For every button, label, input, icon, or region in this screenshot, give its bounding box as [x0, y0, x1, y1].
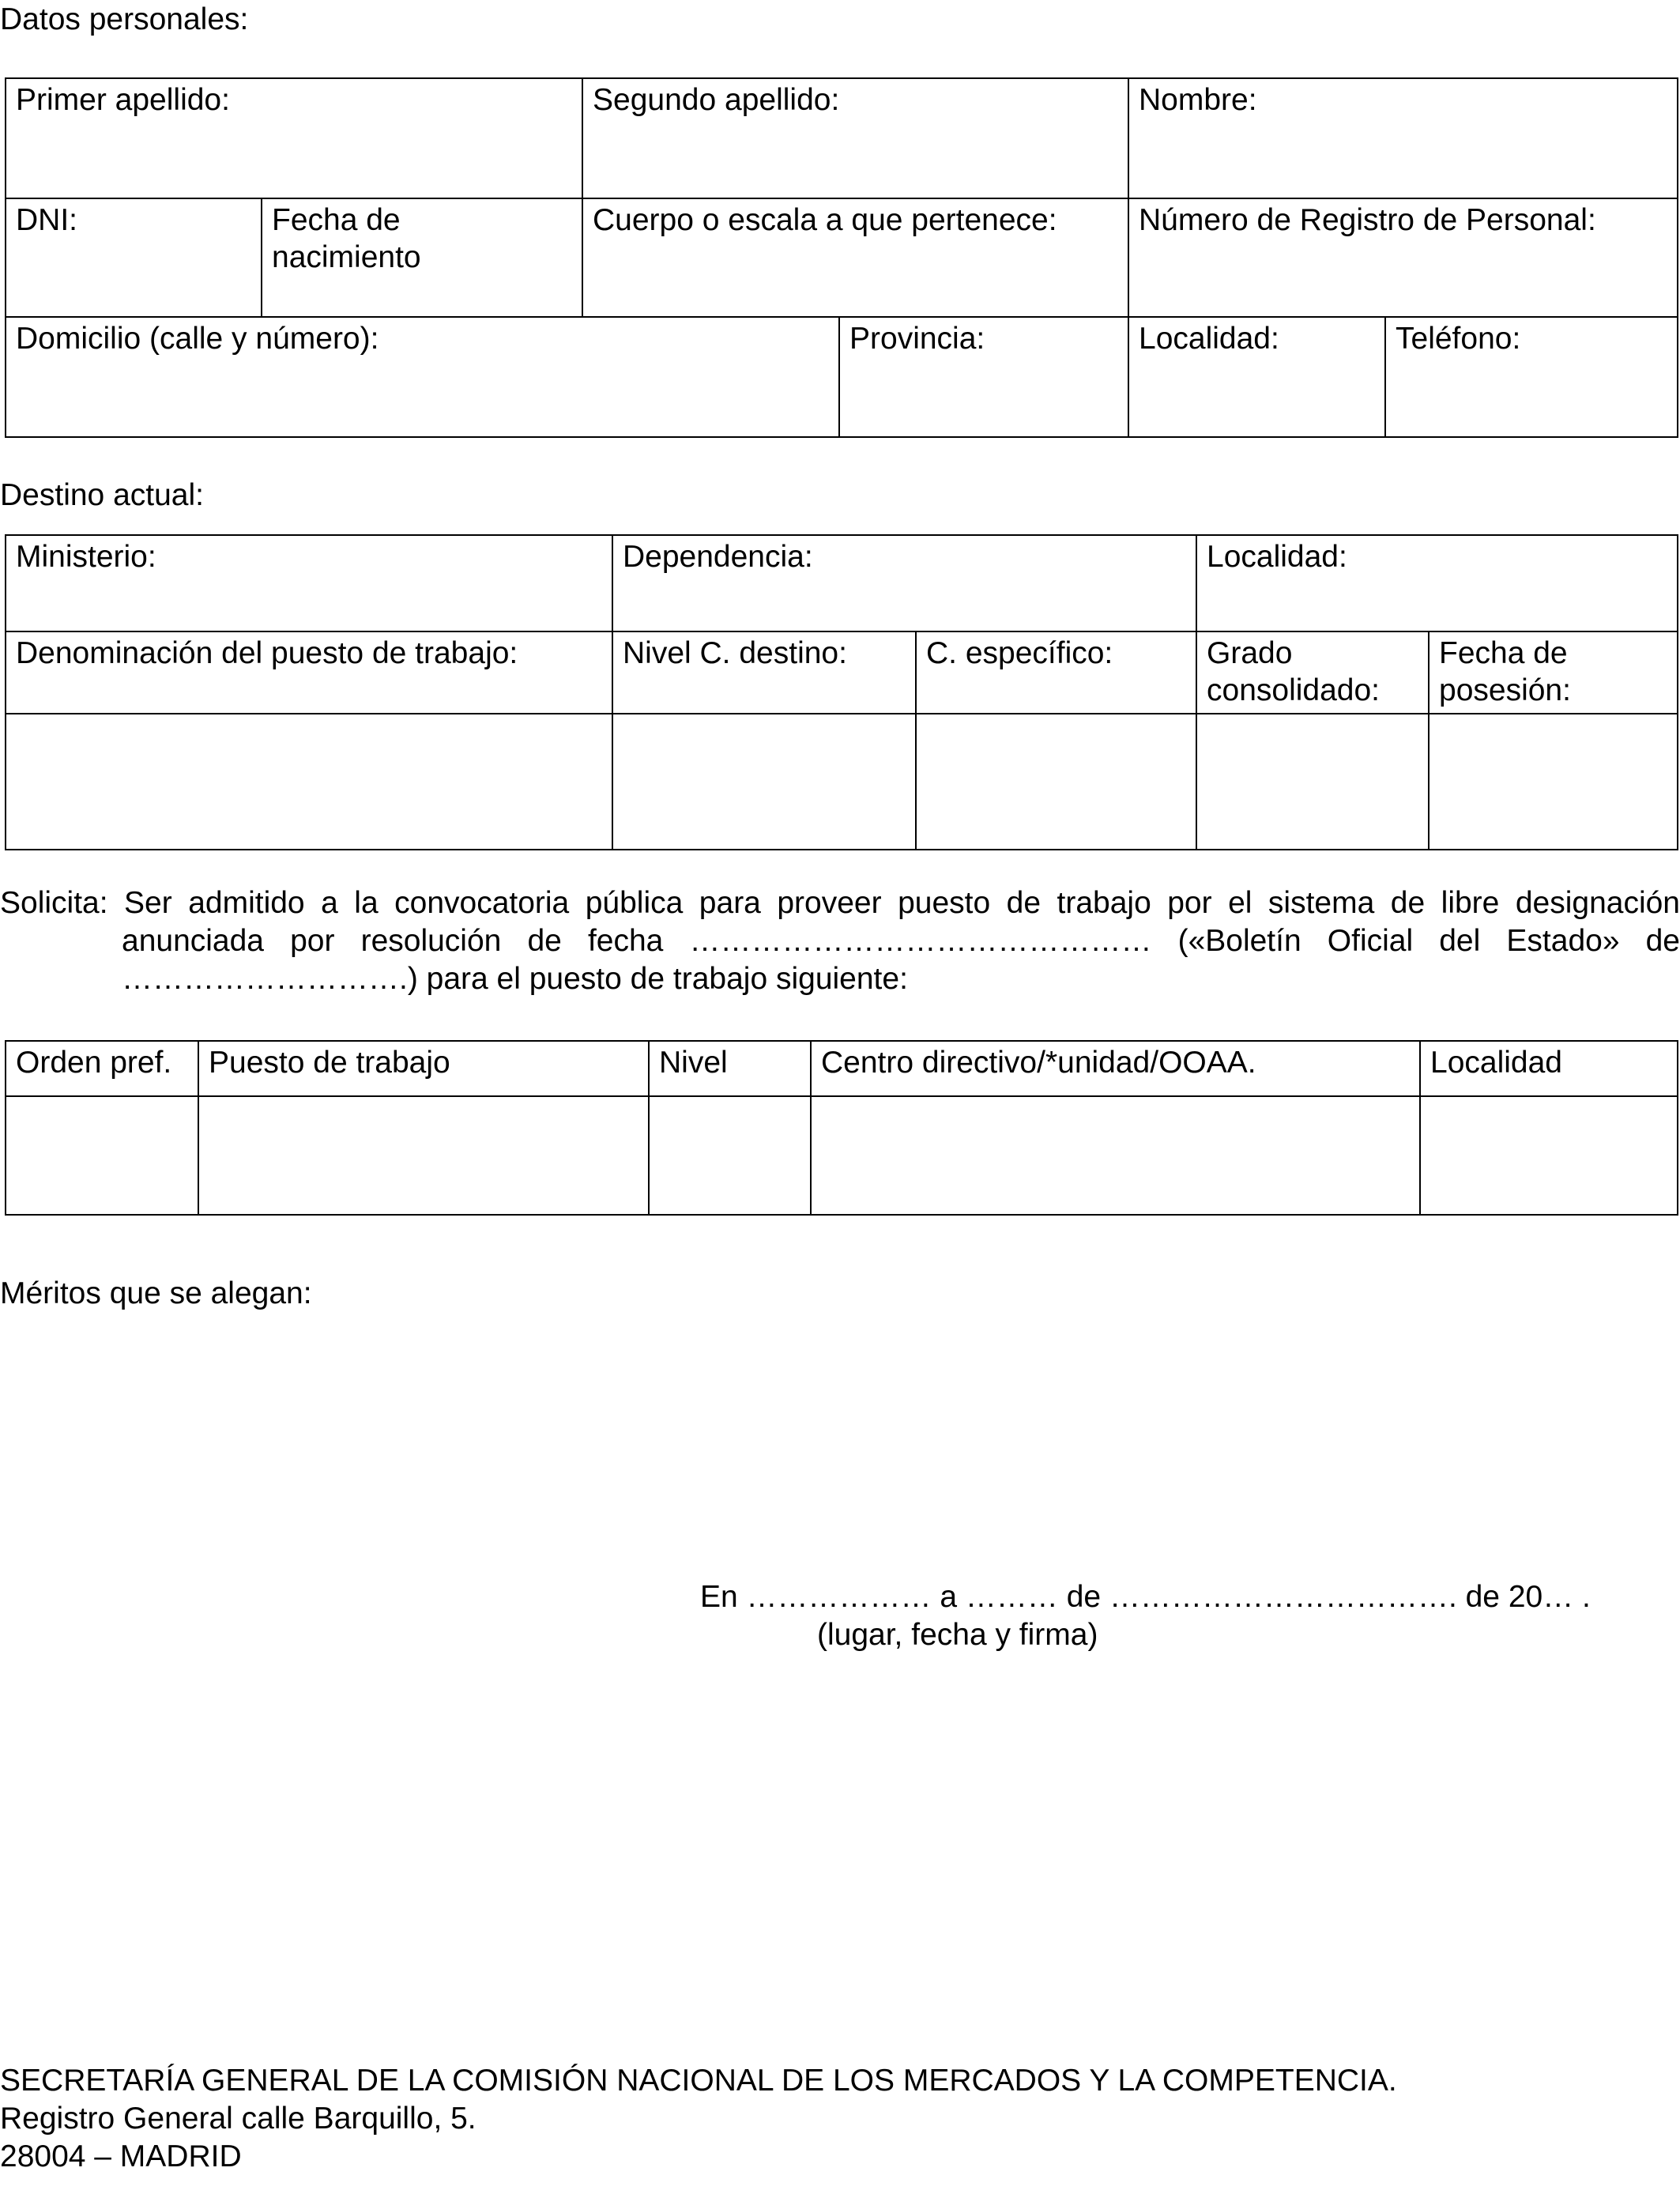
denominacion-label: Denominación del puesto de trabajo:: [16, 636, 518, 670]
nombre-label: Nombre:: [1139, 83, 1257, 117]
personal-data-table: [5, 77, 1678, 438]
ministerio-label: Ministerio:: [16, 540, 156, 574]
fecha-posesion-header: [1429, 631, 1678, 714]
solicita-line-1: Solicita: Ser admitido a la convocatoria pública para proveer puesto de trabajo por el sistema de libre designación: [0, 886, 1680, 920]
localidad-cell[interactable]: [1420, 1096, 1678, 1215]
section-title-personal: Datos personales:: [0, 2, 249, 36]
dni-field[interactable]: [6, 198, 262, 317]
grado-header: [1196, 631, 1429, 714]
lugar-fecha-line: En ……………… a ……… de ……………………………. de 20… .: [700, 1580, 1591, 1614]
nivel-destino-header: [612, 631, 916, 714]
primer-apellido-field[interactable]: [6, 78, 582, 198]
telefono-label: Teléfono:: [1396, 322, 1521, 356]
grado-label-line1: Grado: [1207, 636, 1293, 670]
fecha-nacimiento-label-line1: Fecha de: [272, 203, 401, 237]
footer-codigo-postal: 28004 – MADRID: [0, 2139, 242, 2173]
segundo-apellido-field[interactable]: [582, 78, 1128, 198]
fecha-posesion-label-line1: Fecha de: [1439, 636, 1568, 670]
primer-apellido-label: Primer apellido:: [16, 83, 230, 117]
dependencia-field[interactable]: [612, 535, 1196, 631]
dependencia-label: Dependencia:: [623, 540, 813, 574]
denominacion-header: [6, 631, 612, 714]
section-title-destino: Destino actual:: [0, 478, 204, 512]
localidad-label: Localidad:: [1139, 322, 1279, 356]
especifico-label: C. específico:: [926, 636, 1113, 670]
fecha-nacimiento-label-line2: nacimiento: [272, 239, 421, 274]
dni-label: DNI:: [16, 203, 77, 237]
nombre-field[interactable]: [1128, 78, 1678, 198]
grado-label-line2: consolidado:: [1207, 673, 1380, 707]
col-orden-pref: Orden pref.: [6, 1041, 198, 1096]
registro-personal-field[interactable]: [1128, 198, 1678, 317]
col-nivel: Nivel: [649, 1041, 811, 1096]
provincia-label: Provincia:: [849, 322, 985, 356]
destino-table: [5, 534, 1678, 850]
provincia-field[interactable]: [839, 317, 1128, 437]
fecha-posesion-input-cell[interactable]: [1429, 714, 1678, 850]
domicilio-field[interactable]: [6, 317, 839, 437]
ministerio-field[interactable]: [6, 535, 612, 631]
localidad-field[interactable]: [1128, 317, 1385, 437]
denominacion-input-cell[interactable]: [6, 714, 612, 850]
col-centro-directivo: Centro directivo/*unidad/OOAA.: [811, 1041, 1420, 1096]
fecha-posesion-label-line2: posesión:: [1439, 673, 1571, 707]
col-localidad: Localidad: [1420, 1041, 1678, 1096]
grado-input-cell[interactable]: [1196, 714, 1429, 850]
puesto-trabajo-cell[interactable]: [198, 1096, 649, 1215]
meritos-area[interactable]: [0, 1320, 1680, 1557]
nivel-destino-input-cell[interactable]: [612, 714, 916, 850]
destino-localidad-label: Localidad:: [1207, 540, 1347, 574]
footer-direccion: Registro General calle Barquillo, 5.: [0, 2102, 477, 2136]
registro-personal-label: Número de Registro de Personal:: [1139, 203, 1596, 237]
nivel-cell[interactable]: [649, 1096, 811, 1215]
footer-organismo: SECRETARÍA GENERAL DE LA COMISIÓN NACIONAL DE LOS MERCADOS Y LA COMPETENCIA.: [0, 2064, 1397, 2098]
segundo-apellido-label: Segundo apellido:: [593, 83, 840, 117]
telefono-field[interactable]: [1385, 317, 1678, 437]
solicita-line-3: ……………………….) para el puesto de trabajo siguiente:: [122, 962, 908, 996]
destino-localidad-field[interactable]: [1196, 535, 1678, 631]
solicita-line-2: anunciada por resolución de fecha ……………………………………… («Boletín Oficial del Estado» de: [122, 924, 1680, 958]
centro-directivo-cell[interactable]: [811, 1096, 1420, 1215]
domicilio-label: Domicilio (calle y número):: [16, 322, 379, 356]
col-puesto-trabajo: Puesto de trabajo: [198, 1041, 649, 1096]
section-title-meritos: Méritos que se alegan:: [0, 1276, 312, 1310]
especifico-header: [916, 631, 1196, 714]
puestos-table: [5, 1040, 1678, 1216]
cuerpo-escala-label: Cuerpo o escala a que pertenece:: [593, 203, 1057, 237]
orden-pref-cell[interactable]: [6, 1096, 198, 1215]
cuerpo-escala-field[interactable]: [582, 198, 1128, 317]
especifico-input-cell[interactable]: [916, 714, 1196, 850]
lugar-fecha-caption: (lugar, fecha y firma): [817, 1618, 1098, 1652]
fecha-nacimiento-field[interactable]: [262, 198, 582, 317]
nivel-destino-label: Nivel C. destino:: [623, 636, 847, 670]
